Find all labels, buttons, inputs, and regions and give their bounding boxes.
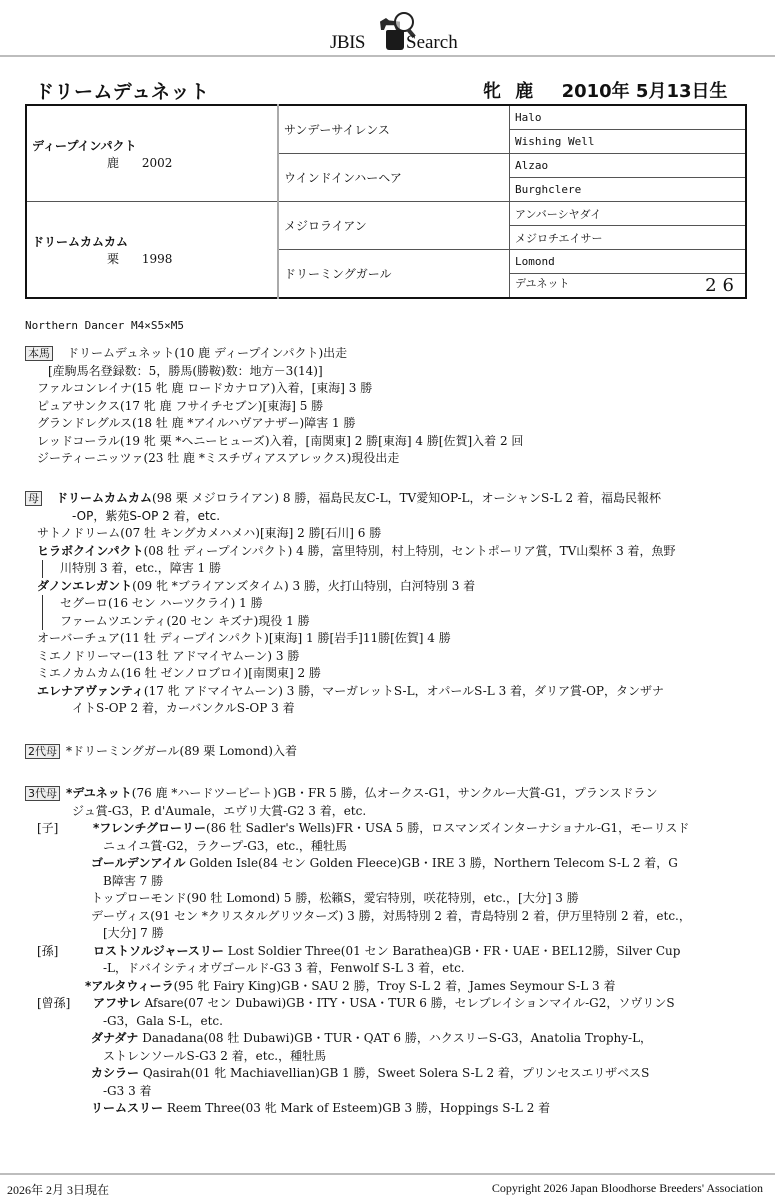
dam-main-record-cont: -OP，紫苑S-OP 2 着，etc. <box>72 508 221 523</box>
horse-birthdate: 2010年 5月13日生 <box>561 81 728 102</box>
dam-foal-line: ミエノカムカム(16 牡 ゼンノロブロイ)[南関東] 2 勝 <box>37 666 321 680</box>
pedigree-dam <box>26 202 278 299</box>
pedigree-gen2[interactable]: ドリーミングガール <box>278 250 510 299</box>
honba-line: [産駒馬名登録数：5，勝馬(勝鞍)数：地方－3(14)] <box>48 363 323 378</box>
pedigree-gen2[interactable]: ウインドインハーヘア <box>278 154 510 202</box>
dam-color: 栗 <box>107 251 120 266</box>
inbreeding-cross: Northern Dancer M4×S5×M5 <box>25 319 184 332</box>
header-divider <box>0 55 775 57</box>
honba-line: ジーティーニッツァ(23 牡 鹿 *ミスチヴィアスアレックス)現役出走 <box>37 451 400 465</box>
copyright: Copyright 2026 Japan Bloodhorse Breeders' Association <box>491 1181 763 1195</box>
pedigree-gen2[interactable]: サンデーサイレンス <box>278 105 510 154</box>
descendant-record-cont: [大分] 7 勝 <box>103 926 164 940</box>
pedigree-gen3-last <box>510 274 747 299</box>
pedigree-gen3[interactable]: Alzao <box>510 154 747 178</box>
descendant-line: トップローモンド(90 牡 Lomond) 5 勝，松籟S，愛宕特別，咲花特別，etc.，[大分] 3 勝 <box>91 891 579 905</box>
pedigree-table <box>25 104 747 299</box>
dam-foal-record-cont: イトS-OP 2 着，カーバンクルS-OP 3 着 <box>72 701 295 715</box>
descendant-record: Qasirah(01 牝 Machiavellian)GB 1 勝，Sweet Solera S-L 2 着，プリンセスエリザベスS <box>139 1066 650 1080</box>
pedigree-gen3[interactable]: デユネット <box>515 277 570 290</box>
descendant-record: Danadana(08 牡 Dubawi)GB・TUR・QAT 6 勝，ハクスリーS-G3，Anatolia Trophy-L， <box>138 1031 653 1045</box>
descendant-record: Lost Soldier Three(01 セン Barathea)GB・FR・UAE・BEL12勝，Silver Cup <box>223 943 681 958</box>
second-dam-tag: 2代母 <box>25 744 60 759</box>
descendant-name[interactable]: ダナダナ <box>91 1031 139 1045</box>
dam-foal-name[interactable]: ダノンエレガント <box>37 578 133 593</box>
honba-section <box>25 345 523 468</box>
dam-foal-record: (17 牝 アドマイヤムーン) 3 勝，マーガレットS-L，オパールS-L 3 着，ダリア賞-OP，タンザナ <box>143 683 665 698</box>
honba-line: レッドコーラル(19 牝 栗 *ヘニーヒューズ)入着，[南関東] 2 勝[東海] 4 勝[佐賀]入着 2 回 <box>37 433 524 448</box>
family-number: 26 <box>705 275 740 296</box>
pedigree-gen3[interactable]: メジロチエイサー <box>510 226 747 250</box>
pedigree-gen2[interactable]: メジロライアン <box>278 202 510 250</box>
dam-foal-line: サトノドリーム(07 牡 キングカメハメハ)[東海] 2 勝[石川] 6 勝 <box>37 526 382 540</box>
descendant-name[interactable]: *アルタウィーラ <box>85 978 174 993</box>
honba-line: ピュアサンクス(17 牝 鹿 フサイチセブン)[東海] 5 勝 <box>37 398 324 413</box>
descendant-name[interactable]: ゴールデンアイル <box>91 856 186 870</box>
sire-color: 鹿 <box>107 155 120 170</box>
honba-tag: 本馬 <box>25 346 53 361</box>
descendant-record-cont: -G3 3 着 <box>103 1083 152 1098</box>
descendant-line: デーヴィス(91 セン *クリスタルグリツターズ) 3 勝，対馬特別 2 着，青島特別 2 着，伊万里特別 2 着，etc.， <box>91 908 691 923</box>
honba-line: ドリームデュネット(10 鹿 ディープインパクト)出走 <box>67 346 348 360</box>
grandfoal-line: セグーロ(16 セン ハーツクライ) 1 勝 <box>42 595 676 613</box>
descendant-name[interactable]: *フレンチグローリー <box>93 821 207 835</box>
honba-line: グランドレグルス(18 牡 鹿 *アイルハヴアナザー)障害 1 勝 <box>37 416 356 430</box>
pedigree-gen3[interactable]: Lomond <box>510 250 747 274</box>
dam-foal-record-cont: 川特別 3 着，etc.，障害 1 勝 <box>42 560 676 578</box>
can-icon <box>386 30 404 50</box>
third-dam-section <box>25 785 691 1118</box>
descendant-name[interactable]: ロストソルジャースリー <box>93 943 224 958</box>
descendant-record-cont: ニュイユ賞-G2，ラクープ-G3，etc.，種牡馬 <box>103 838 347 853</box>
dam-main-record: (98 栗 メジロライアン) 8 勝，福島民友C-L，TV愛知OP-L，オーシャンS-L 2 着，福島民報杯 <box>152 491 661 505</box>
dam-foal-name[interactable]: ヒラボクインパクト <box>37 543 144 558</box>
dam-foal-record: (08 牡 ディープインパクト) 4 勝，富里特別，村上特別，セントポーリア賞，TV山梨杯 3 着，魚野 <box>143 543 676 558</box>
logo-text-jbis: JBIS <box>330 32 365 53</box>
pedigree-gen3[interactable]: Wishing Well <box>510 130 747 154</box>
descendant-record: (95 牝 Fairy King)GB・SAU 2 勝，Troy S-L 2 着，James Seymour S-L 3 着 <box>173 978 616 993</box>
dam-foal-line: ミエノドリーマー(13 牡 アドマイヤムーン) 3 勝 <box>37 648 300 663</box>
dam-tag: 母 <box>25 491 42 506</box>
descendant-record: (86 牡 Sadler's Wells)FR・USA 5 勝，ロスマンズインターナショナル-G1，モーリスド <box>206 821 690 835</box>
label-grandchildren: [孫] <box>37 943 59 958</box>
jbis-search-logo[interactable] <box>326 8 466 54</box>
dam-foal-name[interactable]: エレナアヴァンティ <box>37 683 144 698</box>
logo-text-search: Search <box>406 32 458 53</box>
descendant-record-cont: ストレンソールS-G3 2 着，etc.，種牡馬 <box>103 1048 327 1063</box>
sire-name[interactable]: ディープインパクト <box>32 138 137 153</box>
third-dam-tag: 3代母 <box>25 786 60 801</box>
second-dam-section <box>25 743 297 761</box>
dam-foal-line: オーバーチュア(11 牡 ディープインパクト)[東海] 1 勝[岩手]11勝[佐賀] 4 勝 <box>37 631 451 645</box>
third-dam-record: (76 鹿 *ハードツービート)GB・FR 5 勝，仏オークス-G1，サンクルー大賞-G1，プランスドラン <box>131 786 658 800</box>
as-of-date: 2026年 2月 3日現在 <box>7 1183 110 1197</box>
second-dam-record: *ドリーミングガール(89 栗 Lomond)入着 <box>66 744 297 758</box>
label-great-grandchildren: [曾孫] <box>37 996 71 1010</box>
third-dam-record-cont: ジュ賞-G3，P. d'Aumale，エヴリ大賞-G2 3 着，etc. <box>72 803 367 818</box>
pedigree-gen3[interactable]: Burghclere <box>510 178 747 202</box>
pedigree-gen3[interactable]: Halo <box>510 105 747 130</box>
descendant-record-cont: -G3，Gala S-L，etc. <box>103 1013 223 1028</box>
horse-profile <box>483 77 736 103</box>
sire-year: 2002 <box>141 155 173 170</box>
horse-sex: 牝 <box>483 81 501 102</box>
honba-line: ファルコンレイナ(15 牝 鹿 ロードカナロア)入着，[東海] 3 勝 <box>37 381 373 395</box>
dam-section <box>25 490 676 718</box>
descendant-record-cont: -L，ドバイシティオヴゴールド-G3 3 着，Fenwolf S-L 3 着，etc. <box>103 961 465 975</box>
descendant-record: Golden Isle(84 セン Golden Fleece)GB・IRE 3 勝，Northern Telecom S-L 2 着，G <box>185 856 678 870</box>
descendant-name[interactable]: リームスリー <box>91 1101 164 1115</box>
dam-name[interactable]: ドリームカムカム <box>32 234 129 249</box>
pedigree-sire <box>26 105 278 202</box>
descendant-record-cont: B障害 7 勝 <box>103 873 164 888</box>
label-children: [子] <box>37 821 59 835</box>
dam-year: 1998 <box>141 251 173 266</box>
third-dam-name[interactable]: *デユネット <box>66 786 132 800</box>
pedigree-gen3[interactable]: アンバーシヤダイ <box>510 202 747 226</box>
descendant-record: Afsare(07 セン Dubawi)GB・ITY・USA・TUR 6 勝，セレブレイションマイル-G2，ソヴリンS <box>140 996 675 1010</box>
descendant-name[interactable]: カシラー <box>91 1066 140 1080</box>
descendant-record: Reem Three(03 牝 Mark of Esteem)GB 3 勝，Hoppings S-L 2 着 <box>163 1101 551 1115</box>
grandfoal-line: ファームツエンティ(20 セン キズナ)現役 1 勝 <box>42 613 676 631</box>
horse-color: 鹿 <box>515 81 534 102</box>
horse-name-title: ドリームデュネット <box>35 81 210 103</box>
dam-main-name[interactable]: ドリームカムカム <box>56 491 153 505</box>
footer-divider <box>0 1173 775 1175</box>
dam-foal-record: (09 牝 *ブライアンズタイム) 3 勝，火打山特別，白河特別 3 着 <box>132 578 476 593</box>
descendant-name[interactable]: アフサレ <box>93 996 141 1010</box>
